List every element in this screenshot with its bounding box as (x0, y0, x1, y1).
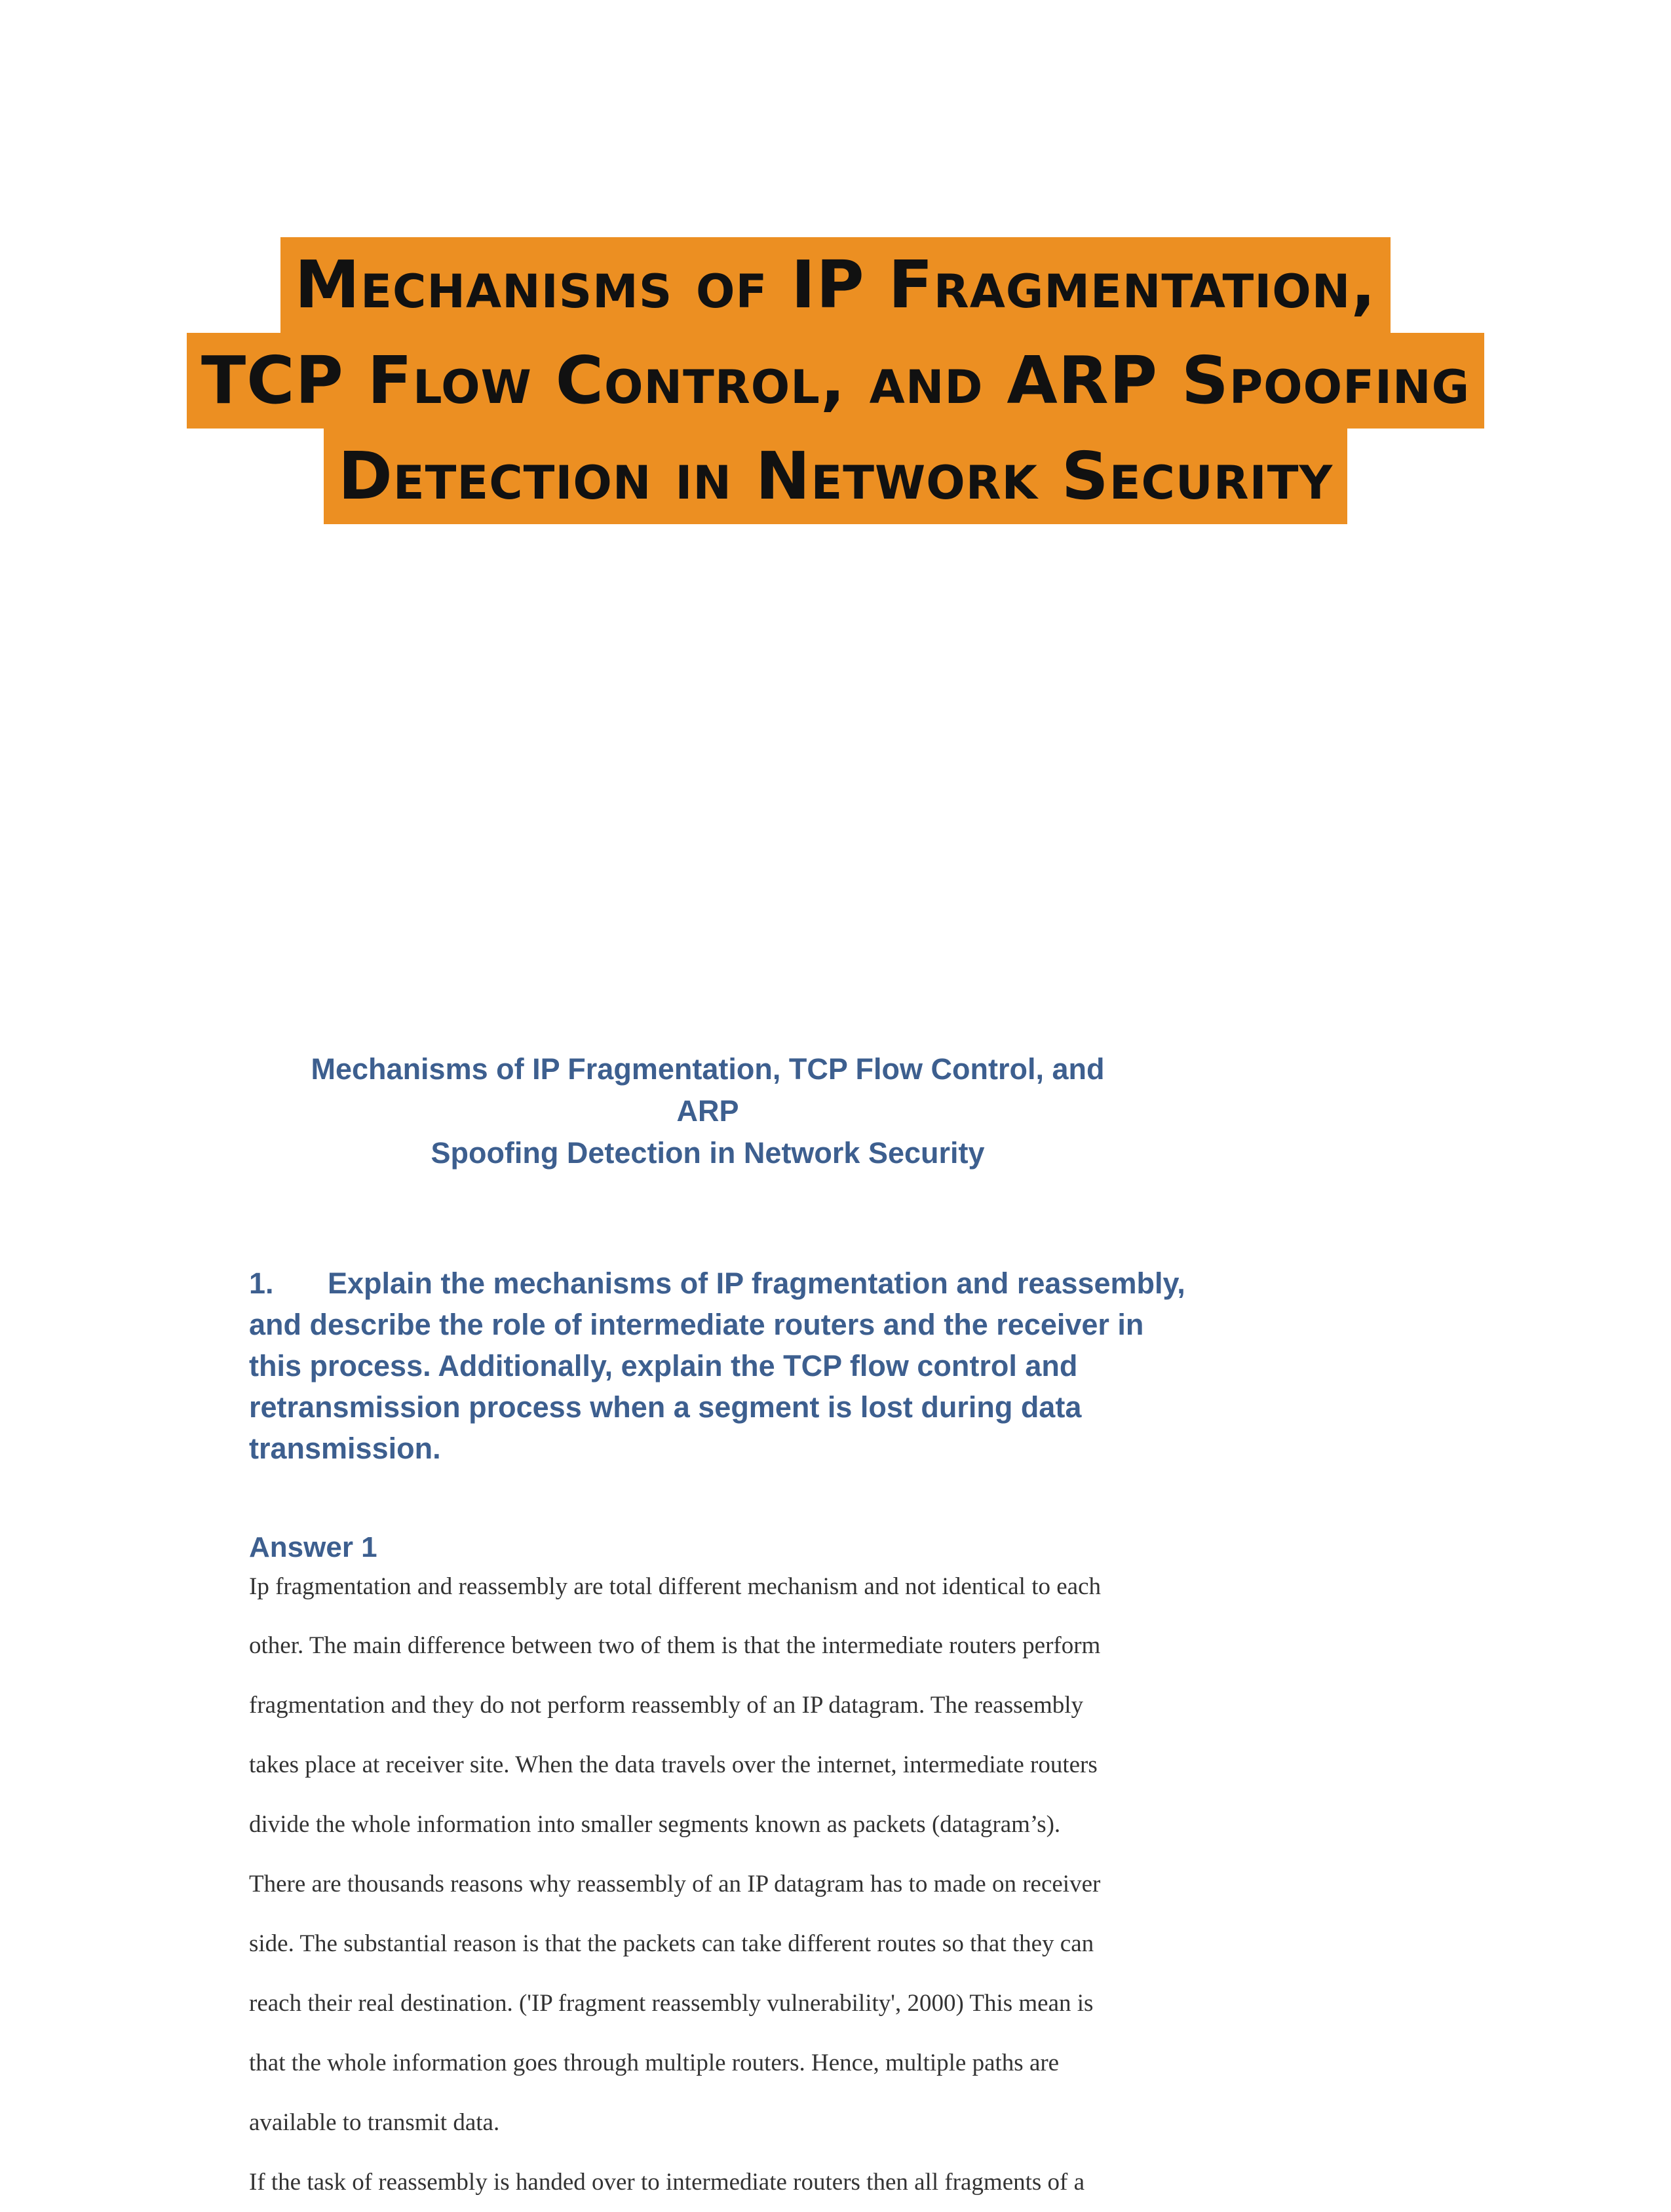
banner-line-1: Mechanisms of IP Fragmentation, (280, 237, 1391, 333)
document-title-line-2: Spoofing Detection in Network Security (431, 1136, 985, 1170)
answer-line: divide the whole information into smaller segments known as packets (datagram’s). (249, 1811, 1061, 1838)
banner-line-2: TCP Flow Control, and ARP Spoofing (187, 333, 1484, 429)
answer-line: Ip fragmentation and reassembly are total different mechanism and not identical to each (249, 1573, 1101, 1600)
answer-line: side. The substantial reason is that the packets can take different routes so that they can (249, 1930, 1094, 1957)
answer-line: reach their real destination. ('IP fragment reassembly vulnerability', 2000) This mean is (249, 1990, 1094, 2017)
document-title (282, 1048, 1134, 1174)
answer-line: fragmentation and they do not perform reassembly of an IP datagram. The reassembly (249, 1692, 1084, 1719)
question-line-1 (249, 1263, 1193, 1304)
answer-body (249, 1567, 1180, 2212)
title-banner (0, 237, 1671, 524)
answer-line: available to transmit data. (249, 2109, 500, 2136)
question-line-4: retransmission process when a segment is lost during data (249, 1390, 1082, 1424)
question-line-3: this process. Additionally, explain the TCP flow control and (249, 1349, 1078, 1382)
answer-line: There are thousands reasons why reassembly of an IP datagram has to made on receiver (249, 1871, 1101, 1897)
question-1 (249, 1263, 1193, 1469)
question-line-2: and describe the role of intermediate routers and the receiver in (249, 1308, 1144, 1341)
document-page (249, 1048, 1185, 2212)
answer-heading: Answer 1 (249, 1531, 377, 1563)
question-line-5: transmission. (249, 1432, 441, 1465)
question-number: 1. (249, 1267, 274, 1300)
document-title-line-1: Mechanisms of IP Fragmentation, TCP Flow Control, and ARP (311, 1052, 1105, 1128)
answer-line: other. The main difference between two of them is that the intermediate routers perform (249, 1632, 1101, 1659)
answer-line: If the task of reassembly is handed over to intermediate routers then all fragments of a (249, 2169, 1085, 2196)
answer-line: that the whole information goes through multiple routers. Hence, multiple paths are (249, 2050, 1060, 2076)
banner-line-3: Detection in Network Security (324, 429, 1347, 524)
answer-line: takes place at receiver site. When the data travels over the internet, intermediate routers (249, 1751, 1098, 1778)
question-text-1: Explain the mechanisms of IP fragmentation and reassembly, (328, 1267, 1185, 1300)
